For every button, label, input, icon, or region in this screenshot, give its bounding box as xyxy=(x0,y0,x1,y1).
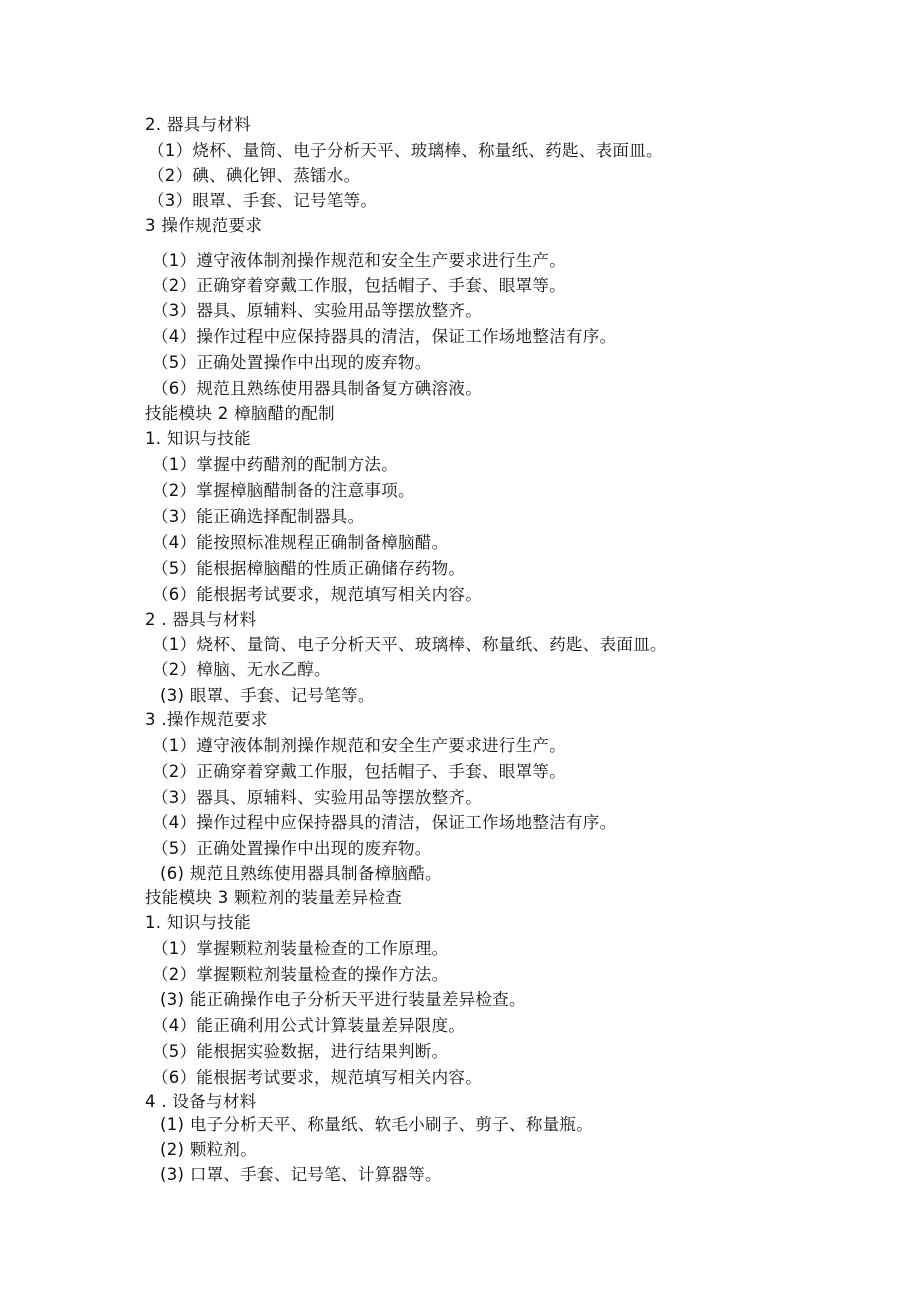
module-heading: 技能模块 2 樟脑醋的配制 xyxy=(145,404,335,423)
list-item: (2) 颗粒剂。 xyxy=(160,1140,258,1159)
list-item: （5）正确处置操作中出现的废弃物。 xyxy=(152,353,432,372)
list-item: （3）器具、原辅料、实验用品等摆放整齐。 xyxy=(152,301,482,320)
list-item: （1）烧杯、量筒、电子分析天平、玻璃棒、称量纸、药匙、表面皿。 xyxy=(148,141,663,160)
list-item: （6）能根据考试要求，规范填写相关内容。 xyxy=(152,1068,482,1087)
list-item: （1）掌握颗粒剂装量检查的工作原理。 xyxy=(152,939,449,958)
list-item: （1）烧杯、量筒、电子分析天平、玻璃棒、称量纸、药匙、表面皿。 xyxy=(152,635,667,654)
list-item: （2）掌握樟脑醋制备的注意事项。 xyxy=(152,481,415,500)
list-item: （5）正确处置操作中出现的废弃物。 xyxy=(152,839,432,858)
section-heading: 1. 知识与技能 xyxy=(145,429,251,448)
list-item: （4）操作过程中应保持器具的清洁，保证工作场地整洁有序。 xyxy=(152,327,617,346)
list-item: （1）遵守液体制剂操作规范和安全生产要求进行生产。 xyxy=(152,736,566,755)
list-item: （2）樟脑、无水乙醇。 xyxy=(152,660,331,679)
list-item: （5）能根据实验数据，进行结果判断。 xyxy=(152,1042,449,1061)
list-item: (6) 规范且熟练使用器具制备樟脑酷。 xyxy=(160,864,442,883)
list-item: （6）规范且熟练使用器具制备复方碘溶液。 xyxy=(152,379,482,398)
list-item: （2）掌握颗粒剂装量检查的操作方法。 xyxy=(152,965,449,984)
list-item: (3) 口罩、手套、记号笔、计算器等。 xyxy=(160,1165,442,1184)
list-item: （3）能正确选择配制器具。 xyxy=(152,507,365,526)
section-heading: 2 . 器具与材料 xyxy=(145,610,257,629)
list-item: （2）正确穿着穿戴工作服，包括帽子、手套、眼罩等。 xyxy=(152,276,566,295)
list-item: （6）能根据考试要求，规范填写相关内容。 xyxy=(152,585,482,604)
list-item: (3) 眼罩、手套、记号笔等。 xyxy=(160,686,375,705)
section-heading: 3 操作规范要求 xyxy=(145,216,263,235)
list-item: （4）能按照标准规程正确制备樟脑醋。 xyxy=(152,533,449,552)
list-item: （1）遵守液体制剂操作规范和安全生产要求进行生产。 xyxy=(152,251,566,270)
list-item: （5）能根据樟脑醋的性质正确储存药物。 xyxy=(152,559,466,578)
section-heading: 2. 器具与材料 xyxy=(145,115,251,134)
list-item: （2）碘、碘化钾、蒸镭水。 xyxy=(148,166,361,185)
list-item: （4）能正确利用公式计算装量差异限度。 xyxy=(152,1016,466,1035)
list-item: (1) 电子分析天平、称量纸、软毛小刷子、剪子、称量瓶。 xyxy=(160,1115,594,1134)
section-heading: 4 . 设备与材料 xyxy=(145,1092,257,1111)
list-item: （3）眼罩、手套、记号笔等。 xyxy=(148,191,378,210)
list-item: （3）器具、原辅料、实验用品等摆放整齐。 xyxy=(152,788,482,807)
section-heading: 3 .操作规范要求 xyxy=(145,710,268,729)
module-heading: 技能模块 3 颗粒剂的装量差异检查 xyxy=(145,888,403,907)
list-item: （4）操作过程中应保持器具的清洁，保证工作场地整洁有序。 xyxy=(152,813,617,832)
list-item: (3) 能正确操作电子分析天平进行装量差异检查。 xyxy=(160,990,526,1009)
list-item: （2）正确穿着穿戴工作服，包括帽子、手套、眼罩等。 xyxy=(152,762,566,781)
section-heading: 1. 知识与技能 xyxy=(145,913,251,932)
list-item: （1）掌握中药醋剂的配制方法。 xyxy=(152,455,398,474)
